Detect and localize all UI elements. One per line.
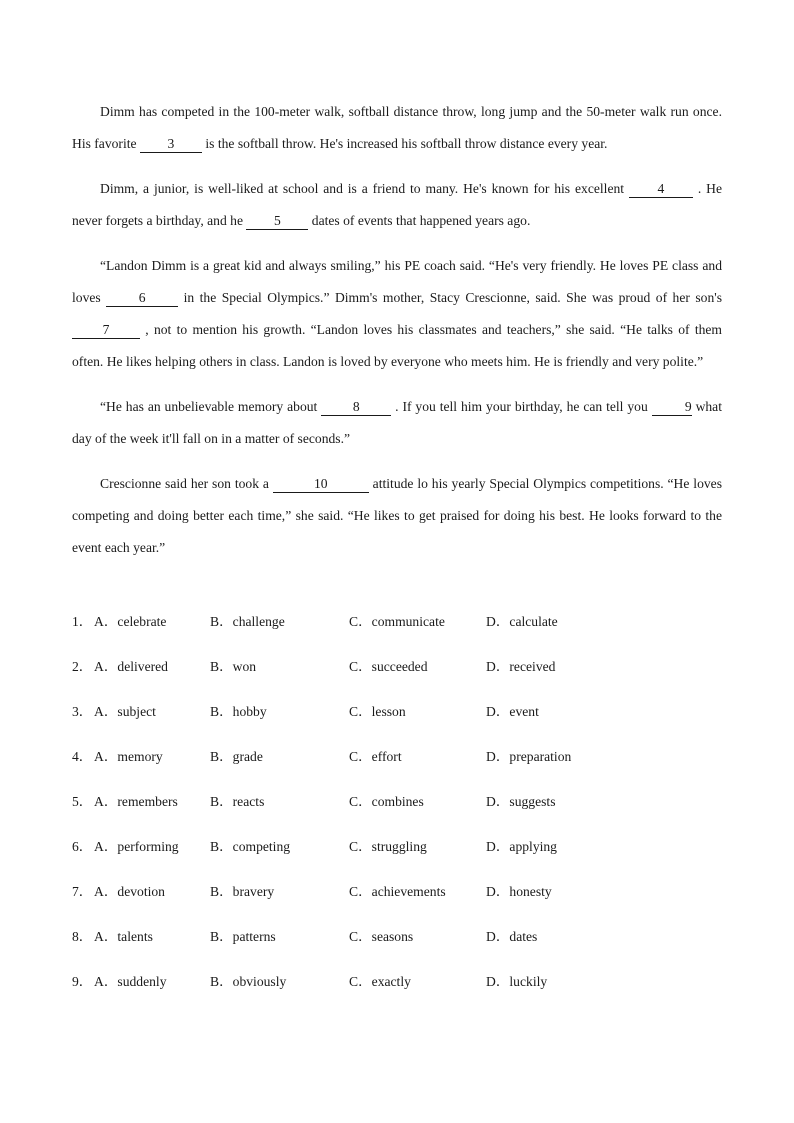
paragraph-3 (72, 250, 722, 378)
question-number: 9． (72, 974, 93, 989)
option-d: D．preparation (486, 749, 572, 764)
paragraph-4 (72, 391, 722, 455)
question-number: 7． (72, 884, 93, 899)
option-d: D．received (486, 659, 556, 674)
text: in the Special Olympics.” Dimm's mother, Stacy Crescionne, said. She was proud of her son's (178, 290, 722, 305)
option-a: A．performing (94, 839, 179, 854)
question-number: 5． (72, 794, 93, 809)
question-row-8 (72, 921, 722, 966)
option-b: B．competing (210, 839, 291, 854)
option-a: A．delivered (94, 659, 168, 674)
question-row-5 (72, 786, 722, 831)
option-c: C．lesson (349, 704, 406, 719)
option-d: D．event (486, 704, 539, 719)
answer-options (72, 606, 722, 1011)
option-c: C．achievements (349, 884, 446, 899)
text: Crescionne said her son took a (100, 476, 273, 491)
option-a: A．remembers (94, 794, 178, 809)
option-b: B．patterns (210, 929, 276, 944)
question-row-3 (72, 696, 722, 741)
option-c: C．exactly (349, 974, 411, 989)
option-b: B．hobby (210, 704, 267, 719)
option-a: A．celebrate (94, 614, 167, 629)
text: dates of events that happened years ago. (308, 213, 531, 228)
blank-4: 4 (629, 181, 693, 198)
text: Dimm has competed in the 100-meter walk, softball distance throw, long jump and the 50-meter walk run once. His favorite (72, 104, 722, 151)
paragraph-1 (72, 96, 722, 160)
option-d: D．suggests (486, 794, 556, 809)
option-b: B．won (210, 659, 257, 674)
passage (72, 96, 722, 577)
option-c: C．struggling (349, 839, 427, 854)
question-row-9 (72, 966, 722, 1011)
question-number: 1． (72, 614, 93, 629)
question-number: 4． (72, 749, 93, 764)
text: . He never forgets a birthday, and he (72, 181, 722, 228)
question-number: 6． (72, 839, 93, 854)
text: , not to mention his growth. “Landon loves his classmates and teachers,” she said. “He talks of them often. He likes helping others in class. Landon is loved by everyone who meets him. He is friendly and very polite.” (72, 322, 722, 369)
text: “Landon Dimm is a great kid and always smiling,” his PE coach said. “He's very friendly. He loves PE class and loves (72, 258, 722, 305)
option-c: C．seasons (349, 929, 414, 944)
option-d: D．honesty (486, 884, 552, 899)
question-row-6 (72, 831, 722, 876)
option-b: B．bravery (210, 884, 275, 899)
blank-5: 5 (246, 213, 308, 230)
paragraph-2 (72, 173, 722, 237)
option-c: C．succeeded (349, 659, 428, 674)
blank-9: 9 (652, 399, 692, 416)
question-number: 2． (72, 659, 93, 674)
text: . If you tell him your birthday, he can tell you (391, 399, 652, 414)
option-d: D．calculate (486, 614, 558, 629)
question-number: 8． (72, 929, 93, 944)
option-c: C．effort (349, 749, 402, 764)
option-a: A．memory (94, 749, 163, 764)
option-d: D．luckily (486, 974, 548, 989)
question-row-1 (72, 606, 722, 651)
text: is the softball throw. He's increased his softball throw distance every year. (201, 136, 608, 151)
question-number: 3． (72, 704, 93, 719)
option-a: A．devotion (94, 884, 165, 899)
option-a: A．talents (94, 929, 153, 944)
option-b: B．obviously (210, 974, 287, 989)
option-b: B．challenge (210, 614, 285, 629)
question-row-4 (72, 741, 722, 786)
option-b: B．reacts (210, 794, 265, 809)
blank-3: 3 (140, 136, 202, 153)
blank-7: 7 (72, 322, 140, 339)
option-a: A．suddenly (94, 974, 167, 989)
text: what day of the week it'll fall on in a matter of seconds.” (72, 399, 722, 446)
question-row-2 (72, 651, 722, 696)
option-d: D．applying (486, 839, 557, 854)
blank-10: 10 (273, 476, 369, 493)
option-c: C．combines (349, 794, 424, 809)
blank-8: 8 (321, 399, 391, 416)
question-row-7 (72, 876, 722, 921)
blank-6: 6 (106, 290, 178, 307)
option-a: A．subject (94, 704, 156, 719)
text: “He has an unbelievable memory about (100, 399, 322, 414)
text: Dimm, a junior, is well-liked at school and is a friend to many. He's known for his excellent (100, 181, 629, 196)
paragraph-5 (72, 468, 722, 564)
option-d: D．dates (486, 929, 538, 944)
option-c: C．communicate (349, 614, 445, 629)
option-b: B．grade (210, 749, 263, 764)
text: attitude lo his yearly Special Olympics competitions. “He loves competing and doing better each time,” she said. “He likes to get praised for doing his best. He looks forward to the event each year.” (72, 476, 722, 555)
